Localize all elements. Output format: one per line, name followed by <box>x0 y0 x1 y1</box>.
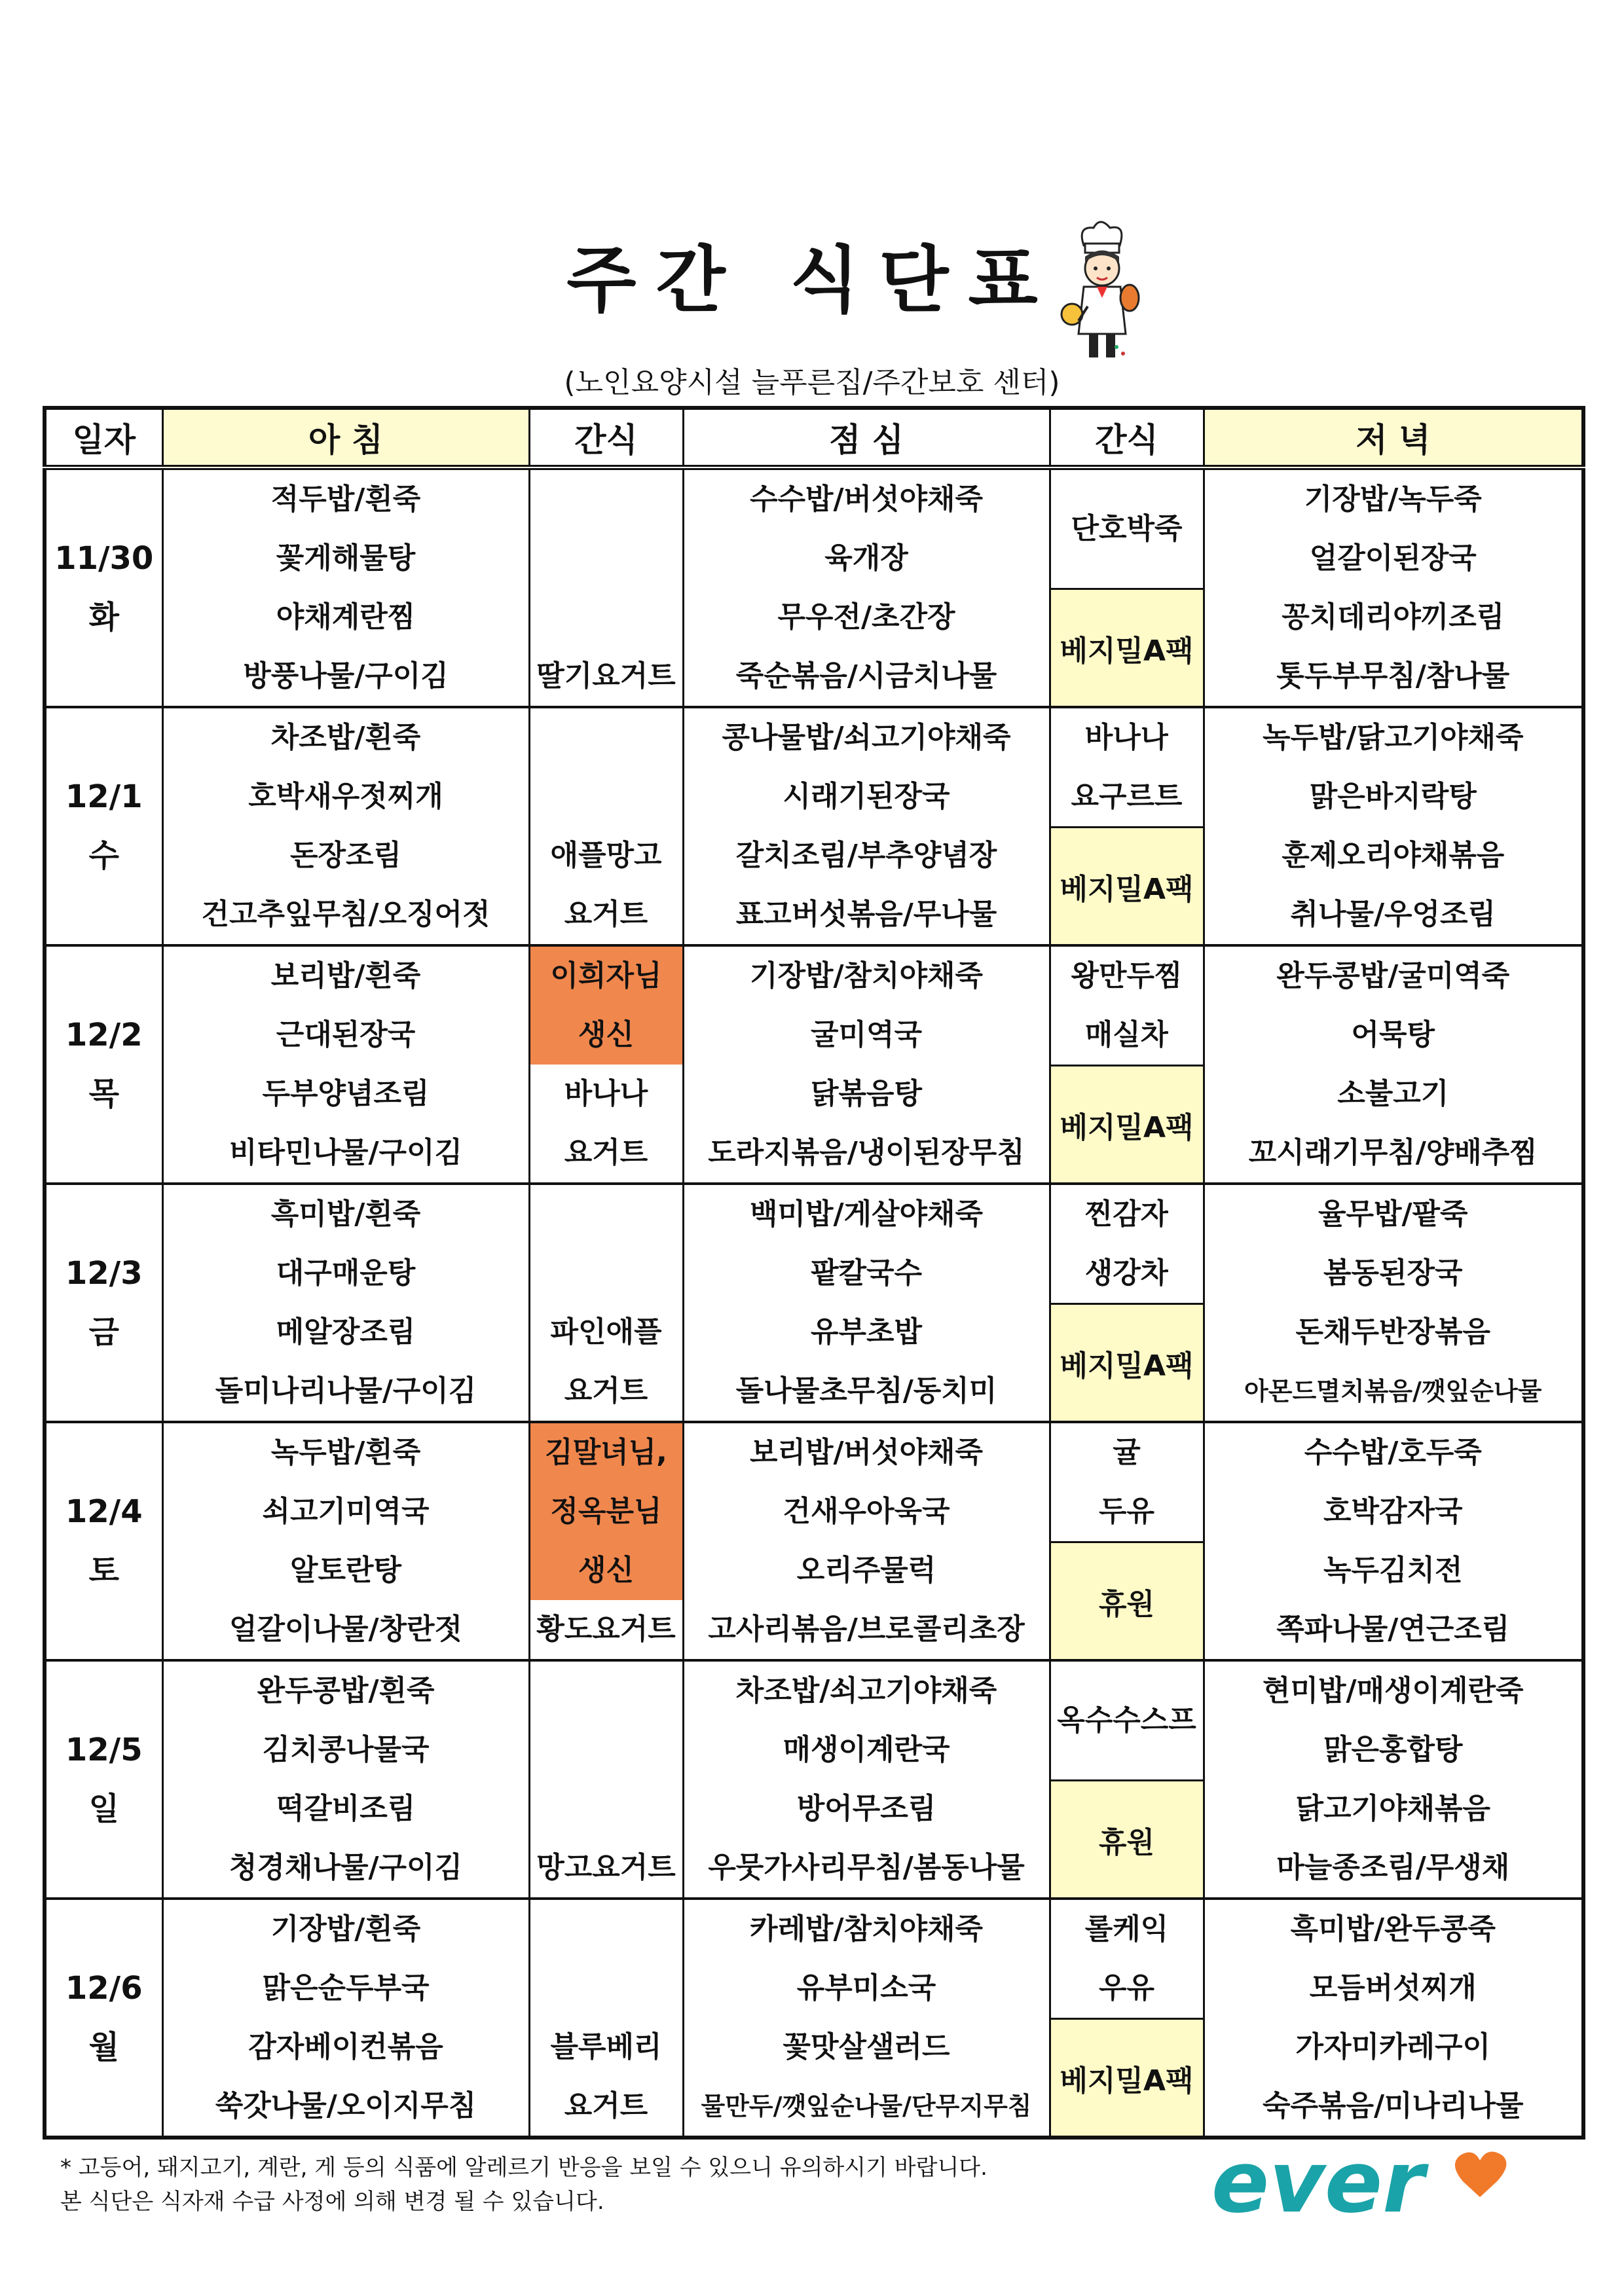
date-spacer <box>46 2077 162 2136</box>
snack-pm-item: 롤케익 <box>1084 1912 1169 1946</box>
date-label: 12/2 <box>65 1017 143 1053</box>
dinner-cell <box>1204 1899 1583 2138</box>
snack-am-item: 김말녀님, <box>545 1436 667 1469</box>
lunch-item: 돌나물초무침/동치미 <box>735 1374 997 1408</box>
dinner-item: 숙주볶음/미나리나물 <box>1262 2089 1524 2123</box>
chef-icon <box>1061 222 1139 357</box>
snack-group <box>530 1600 682 1659</box>
change-note: 본 식단은 식자재 수급 사정에 의해 변경 될 수 있습니다. <box>60 2189 604 2215</box>
breakfast-item: 쇠고기미역국 <box>262 1495 430 1528</box>
snack-am-item: 요거트 <box>564 898 648 931</box>
snack-pm-cell <box>1050 1660 1204 1899</box>
snack-am-cell <box>529 1660 683 1899</box>
dinner-item: 호박감자국 <box>1323 1495 1463 1528</box>
snack-pm-item: 옥수수스프 <box>1057 1704 1196 1737</box>
breakfast-item: 건고추잎무침/오징어젓 <box>201 898 490 931</box>
day-row <box>45 467 1583 707</box>
breakfast-item: 녹두밥/흰죽 <box>270 1436 421 1469</box>
snack-am-item: 망고요거트 <box>536 1851 676 1884</box>
dinner-item: 얼갈이된장국 <box>1309 541 1477 575</box>
snack-am-item <box>530 1959 682 2018</box>
snack-am-item: 요거트 <box>564 1136 648 1169</box>
lunch-item: 무우전/초간장 <box>777 600 955 634</box>
date-spacer <box>46 1662 162 1721</box>
snack-pm-pack: 베지밀A팩 <box>1051 2018 1203 2136</box>
breakfast-item: 쑥갓나물/오이지무침 <box>215 2089 477 2123</box>
dinner-cell <box>1204 1660 1583 1899</box>
breakfast-item: 감자베이컨볶음 <box>248 2030 443 2064</box>
weekly-menu-table <box>43 406 1585 2140</box>
snack-am-item <box>530 1244 682 1303</box>
snack-group <box>530 1185 682 1421</box>
snack-am-item: 요거트 <box>564 2089 648 2123</box>
date-spacer <box>46 470 162 529</box>
date-spacer <box>46 1600 162 1659</box>
dinner-item: 취나물/우엉조림 <box>1290 898 1496 931</box>
snack-pm-item: 우유 <box>1098 1971 1154 2005</box>
breakfast-item: 맑은순두부국 <box>262 1971 430 2005</box>
dinner-item: 흑미밥/완두콩죽 <box>1290 1912 1496 1946</box>
lunch-cell <box>683 467 1050 707</box>
snack-am-cell <box>529 1899 683 2138</box>
snack-pm-item: 귤 <box>1113 1436 1141 1469</box>
header-dinner: 저 녁 <box>1204 408 1583 467</box>
ever-logo <box>1205 2134 1519 2232</box>
snack-am-cell <box>529 1422 683 1660</box>
day-row <box>45 1899 1583 2138</box>
breakfast-item: 얼갈이나물/창란젓 <box>229 1613 463 1646</box>
lunch-item: 차조밥/쇠고기야채죽 <box>735 1674 997 1707</box>
breakfast-item: 대구매운탕 <box>276 1256 416 1290</box>
birthday-note <box>530 947 682 1065</box>
lunch-item: 고사리볶음/브로콜리초장 <box>708 1613 1025 1646</box>
date-label: 12/4 <box>65 1493 143 1530</box>
day-row <box>45 1422 1583 1660</box>
snack-pm-cell <box>1050 707 1204 945</box>
snack-pm-top <box>1051 1185 1203 1303</box>
snack-am-item <box>530 529 682 588</box>
heart-icon <box>1455 2152 1507 2197</box>
logo-text: ever <box>1211 2134 1425 2232</box>
snack-group <box>530 708 682 944</box>
breakfast-cell <box>162 945 529 1184</box>
header-date: 일자 <box>45 408 162 467</box>
lunch-cell <box>683 1184 1050 1422</box>
lunch-cell <box>683 707 1050 945</box>
breakfast-item: 적두밥/흰죽 <box>270 483 421 516</box>
breakfast-item: 차조밥/흰죽 <box>270 721 421 754</box>
snack-pm-cell <box>1050 945 1204 1184</box>
date-label: 12/5 <box>65 1732 143 1768</box>
snack-am-item <box>530 588 682 647</box>
lunch-item: 백미밥/게살야채죽 <box>749 1197 984 1231</box>
snack-pm-cell <box>1050 1184 1204 1422</box>
lunch-item: 기장밥/참치야채죽 <box>749 959 984 993</box>
date-spacer <box>46 708 162 767</box>
snack-am-cell <box>529 467 683 707</box>
weekday-label: 토 <box>88 1552 119 1589</box>
dinner-cell <box>1204 945 1583 1184</box>
dinner-item: 닭고기야채볶음 <box>1295 1792 1491 1825</box>
snack-pm-cell <box>1050 1899 1204 2138</box>
page-title: 주간 식단표 <box>566 238 1058 322</box>
snack-pm-item: 두유 <box>1098 1495 1154 1528</box>
weekday-label: 일 <box>88 1791 119 1827</box>
snack-am-item: 파인애플 <box>550 1315 662 1349</box>
snack-am-item <box>530 708 682 767</box>
dinner-item: 기장밥/녹두죽 <box>1304 483 1482 516</box>
snack-group <box>530 470 682 706</box>
dinner-item: 아몬드멸치볶음/깻잎순나물 <box>1244 1377 1542 1406</box>
breakfast-item: 기장밥/흰죽 <box>270 1912 421 1946</box>
breakfast-item: 비타민나물/구이김 <box>229 1136 463 1169</box>
breakfast-item: 돈장조림 <box>289 839 401 872</box>
lunch-item: 육개장 <box>824 541 908 575</box>
snack-pm-top <box>1051 1662 1203 1779</box>
lunch-item: 콩나물밥/쇠고기야채죽 <box>722 721 1011 754</box>
dinner-item: 훈제오리야채볶음 <box>1282 839 1505 872</box>
snack-pm-pack: 베지밀A팩 <box>1051 1065 1203 1182</box>
breakfast-item: 근대된장국 <box>276 1018 416 1051</box>
breakfast-item: 완두콩밥/흰죽 <box>257 1674 435 1707</box>
lunch-item: 굴미역국 <box>810 1018 922 1051</box>
lunch-item: 건새우아욱국 <box>783 1495 950 1528</box>
dinner-item: 율무밥/팥죽 <box>1318 1197 1468 1231</box>
snack-pm-pack: 베지밀A팩 <box>1051 1303 1203 1421</box>
dinner-item: 톳두부무침/참나물 <box>1276 659 1510 693</box>
snack-pm-top <box>1051 1900 1203 2018</box>
chef-illustration <box>1058 216 1143 367</box>
snack-am-item <box>530 1185 682 1244</box>
lunch-cell <box>683 945 1050 1184</box>
allergy-note: * 고등어, 돼지고기, 계란, 게 등의 식품에 알레르기 반응을 보일 수 있으니 유의하시기 바랍니다. <box>60 2155 987 2181</box>
snack-group <box>530 1065 682 1182</box>
lunch-cell <box>683 1422 1050 1660</box>
header-snack-am: 간식 <box>529 408 683 467</box>
dinner-item: 쪽파나물/연근조림 <box>1276 1613 1510 1646</box>
dinner-item: 가자미카레구이 <box>1295 2030 1491 2064</box>
snack-am-item <box>530 1779 682 1838</box>
breakfast-cell <box>162 1899 529 2138</box>
page-subtitle: (노인요양시설 늘푸른집/주간보호 센터) <box>564 366 1060 399</box>
dinner-cell <box>1204 707 1583 945</box>
breakfast-item: 청경채나물/구이김 <box>229 1851 463 1884</box>
date-cell <box>45 1422 162 1660</box>
snack-am-item <box>530 1721 682 1779</box>
date-spacer <box>46 647 162 706</box>
breakfast-item: 돌미나리나물/구이김 <box>215 1374 477 1408</box>
snack-pm-item: 왕만두찜 <box>1071 959 1183 993</box>
date-spacer <box>46 1423 162 1482</box>
snack-am-cell <box>529 945 683 1184</box>
lunch-item: 닭볶음탕 <box>810 1077 922 1110</box>
lunch-item: 방어무조림 <box>796 1792 936 1825</box>
day-row <box>45 1660 1583 1899</box>
breakfast-item: 흑미밥/흰죽 <box>270 1197 421 1231</box>
snack-am-cell <box>529 707 683 945</box>
weekday-label: 목 <box>88 1076 119 1112</box>
snack-pm-top <box>1051 470 1203 588</box>
header-lunch: 점 심 <box>683 408 1050 467</box>
snack-am-item: 바나나 <box>564 1077 648 1110</box>
dinner-item: 어묵탕 <box>1351 1018 1435 1051</box>
date-cell <box>45 707 162 945</box>
dinner-cell <box>1204 1422 1583 1660</box>
snack-pm-top <box>1051 947 1203 1065</box>
dinner-item: 현미밥/매생이계란죽 <box>1262 1674 1524 1707</box>
snack-am-cell <box>529 1184 683 1422</box>
snack-pm-pack: 휴원 <box>1051 1541 1203 1659</box>
breakfast-item: 김치콩나물국 <box>262 1733 430 1766</box>
day-row <box>45 945 1583 1184</box>
lunch-cell <box>683 1660 1050 1899</box>
dinner-cell <box>1204 1184 1583 1422</box>
snack-pm-top <box>1051 708 1203 826</box>
snack-am-item <box>530 1900 682 1959</box>
snack-pm-item: 요구르트 <box>1071 780 1183 813</box>
lunch-item: 시래기된장국 <box>783 780 950 813</box>
day-row <box>45 707 1583 945</box>
date-spacer <box>46 885 162 944</box>
snack-pm-item: 찐감자 <box>1084 1197 1169 1231</box>
header-breakfast: 아 침 <box>162 408 529 467</box>
snack-group <box>530 1662 682 1897</box>
lunch-item: 팥칼국수 <box>810 1256 922 1290</box>
snack-pm-item: 단호박죽 <box>1071 512 1183 545</box>
weekday-label: 월 <box>88 2029 119 2066</box>
lunch-item: 죽순볶음/시금치나물 <box>735 659 997 693</box>
breakfast-cell <box>162 1422 529 1660</box>
date-label: 12/6 <box>65 1970 143 2007</box>
date-cell <box>45 467 162 707</box>
dinner-cell <box>1204 467 1583 707</box>
snack-am-item: 생신 <box>578 1018 634 1051</box>
lunch-item: 보리밥/버섯야채죽 <box>749 1436 984 1469</box>
breakfast-item: 두부양념조림 <box>262 1077 430 1110</box>
dinner-item: 수수밥/호두죽 <box>1304 1436 1482 1469</box>
header-snack-pm: 간식 <box>1050 408 1204 467</box>
weekday-label: 금 <box>88 1314 119 1351</box>
snack-am-item <box>530 1662 682 1721</box>
snack-am-item <box>530 470 682 529</box>
lunch-item: 도라지볶음/냉이된장무침 <box>708 1136 1025 1169</box>
dinner-item: 완두콩밥/굴미역죽 <box>1276 959 1510 993</box>
birthday-note <box>530 1423 682 1600</box>
header-row <box>45 408 1583 467</box>
snack-pm-pack: 베지밀A팩 <box>1051 826 1203 944</box>
date-spacer <box>46 1838 162 1897</box>
snack-am-item: 생신 <box>578 1554 634 1587</box>
lunch-item: 갈치조림/부추양념장 <box>735 839 997 872</box>
snack-am-item: 황도요거트 <box>536 1613 676 1646</box>
snack-pm-cell <box>1050 467 1204 707</box>
lunch-item: 표고버섯볶음/무나물 <box>735 898 997 931</box>
lunch-item: 오리주물럭 <box>796 1554 936 1587</box>
lunch-item: 카레밥/참치야채죽 <box>749 1912 984 1946</box>
snack-am-item: 애플망고 <box>550 839 662 872</box>
lunch-item: 매생이계란국 <box>783 1733 950 1766</box>
dinner-item: 마늘종조림/무생채 <box>1276 1851 1510 1884</box>
dinner-item: 모듬버섯찌개 <box>1309 1971 1477 2005</box>
lunch-item: 물만두/깻잎순나물/단무지무침 <box>701 2092 1032 2121</box>
date-spacer <box>46 1900 162 1959</box>
weekday-label: 수 <box>88 837 119 874</box>
breakfast-item: 야채계란찜 <box>276 600 416 634</box>
breakfast-cell <box>162 707 529 945</box>
snack-pm-item: 생강차 <box>1084 1256 1169 1290</box>
date-cell <box>45 1899 162 2138</box>
breakfast-cell <box>162 1184 529 1422</box>
date-spacer <box>46 1362 162 1421</box>
snack-am-item: 정옥분님 <box>550 1495 662 1528</box>
snack-am-item: 블루베리 <box>550 2030 662 2064</box>
date-spacer <box>46 947 162 1006</box>
snack-group <box>530 1900 682 2136</box>
breakfast-cell <box>162 467 529 707</box>
breakfast-item: 꽃게해물탕 <box>276 541 416 575</box>
lunch-item: 수수밥/버섯야채죽 <box>749 483 984 516</box>
snack-am-item: 이희자님 <box>550 959 662 993</box>
lunch-item: 유부초밥 <box>810 1315 922 1349</box>
snack-pm-item: 매실차 <box>1084 1018 1169 1051</box>
snack-pm-item: 바나나 <box>1084 721 1169 754</box>
date-spacer <box>46 1123 162 1182</box>
breakfast-item: 방풍나물/구이김 <box>243 659 449 693</box>
breakfast-item: 보리밥/흰죽 <box>270 959 421 993</box>
dinner-item: 봄동된장국 <box>1323 1256 1463 1290</box>
snack-pm-pack: 베지밀A팩 <box>1051 588 1203 706</box>
dinner-item: 녹두김치전 <box>1323 1554 1463 1587</box>
dinner-item: 맑은홍합탕 <box>1323 1733 1463 1766</box>
day-row <box>45 1184 1583 1422</box>
breakfast-item: 알토란탕 <box>289 1554 401 1587</box>
dinner-item: 녹두밥/닭고기야채죽 <box>1262 721 1524 754</box>
lunch-item: 우뭇가사리무침/봄동나물 <box>708 1851 1025 1884</box>
dinner-item: 맑은바지락탕 <box>1309 780 1477 813</box>
breakfast-cell <box>162 1660 529 1899</box>
weekday-label: 화 <box>88 599 119 636</box>
breakfast-item: 호박새우젓찌개 <box>248 780 443 813</box>
date-cell <box>45 945 162 1184</box>
date-label: 12/1 <box>65 778 143 815</box>
snack-am-item: 딸기요거트 <box>536 659 676 693</box>
lunch-cell <box>683 1899 1050 2138</box>
snack-pm-cell <box>1050 1422 1204 1660</box>
breakfast-item: 떡갈비조림 <box>276 1792 416 1825</box>
lunch-item: 꽃맛살샐러드 <box>783 2030 950 2064</box>
date-cell <box>45 1184 162 1422</box>
lunch-item: 유부미소국 <box>796 1971 936 2005</box>
date-spacer <box>46 1185 162 1244</box>
date-cell <box>45 1660 162 1899</box>
breakfast-item: 메알장조림 <box>276 1315 416 1349</box>
dinner-item: 돈채두반장볶음 <box>1295 1315 1491 1349</box>
snack-pm-pack: 휴원 <box>1051 1779 1203 1897</box>
snack-pm-top <box>1051 1423 1203 1541</box>
dinner-item: 꽁치데리야끼조림 <box>1282 600 1505 634</box>
dinner-item: 꼬시래기무침/양배추찜 <box>1248 1136 1538 1169</box>
snack-am-item: 요거트 <box>564 1374 648 1408</box>
snack-am-item <box>530 767 682 826</box>
date-label: 12/3 <box>65 1255 143 1292</box>
dinner-item: 소불고기 <box>1337 1077 1449 1110</box>
date-label: 11/30 <box>54 540 154 577</box>
